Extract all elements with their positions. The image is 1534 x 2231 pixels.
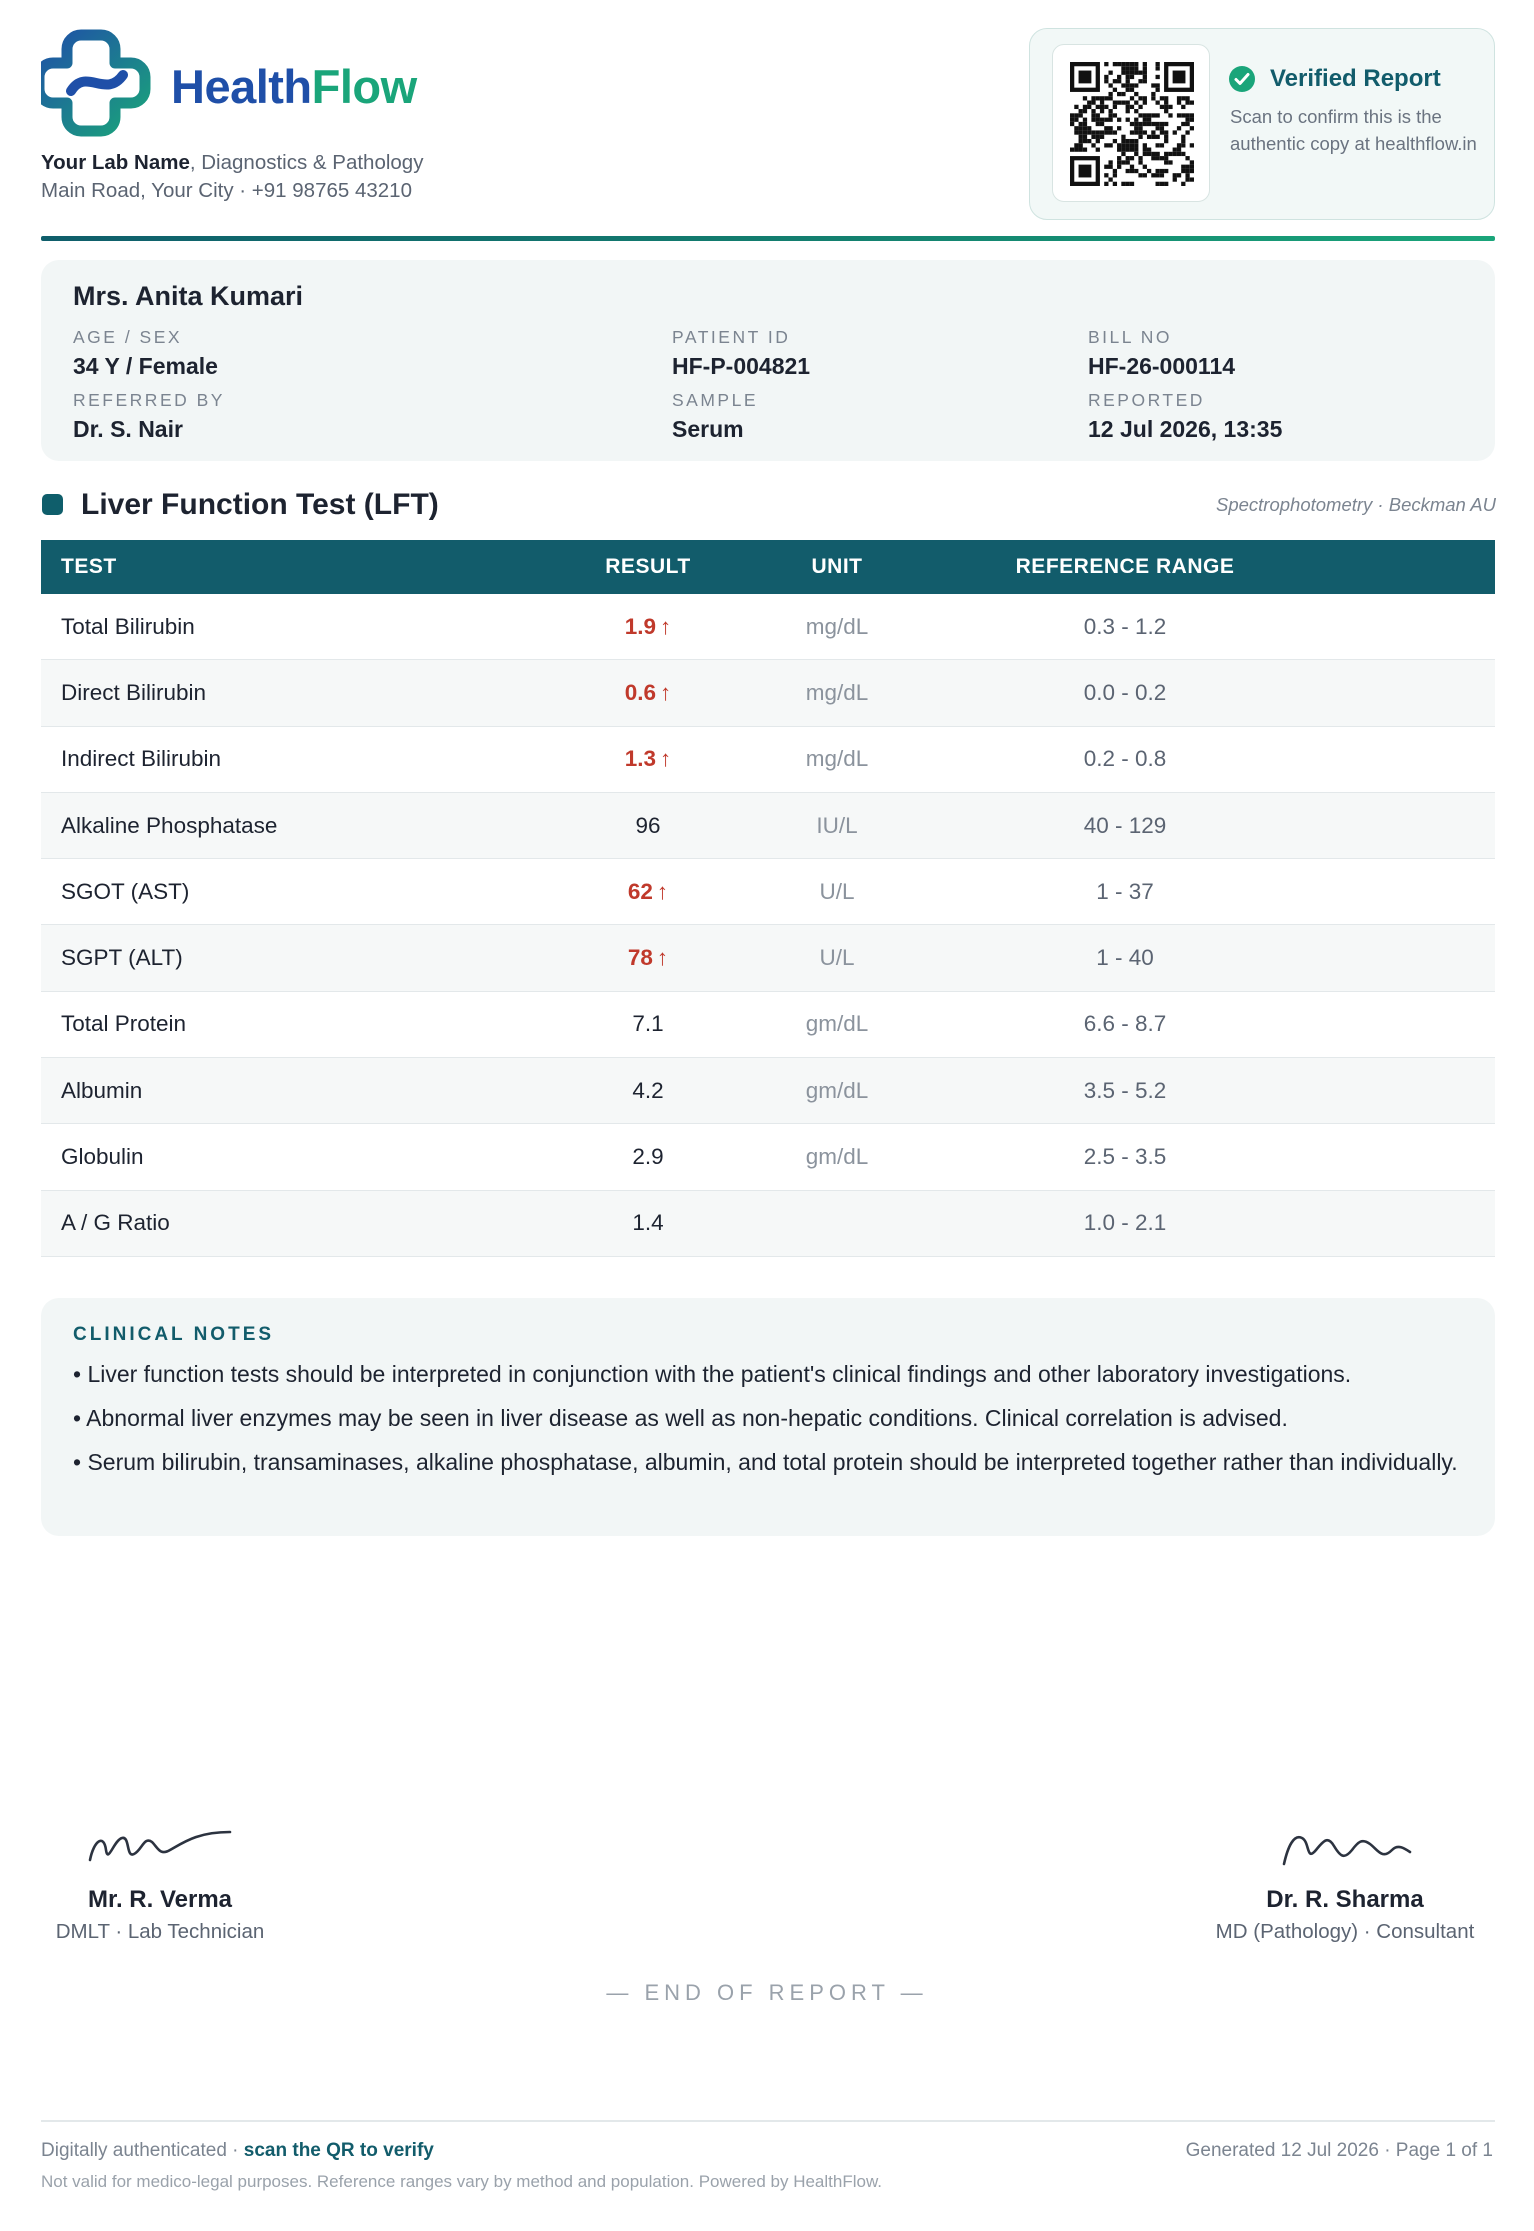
table-row — [41, 1124, 1495, 1190]
high-flag-icon: ↑ — [660, 746, 672, 772]
table-row — [41, 594, 1495, 660]
test-name: Direct Bilirubin — [61, 679, 207, 705]
signatory-role: MD (Pathology) · Consultant — [1215, 1920, 1475, 1943]
table-header — [41, 540, 1495, 594]
test-name: SGOT (AST) — [61, 878, 190, 904]
table-row — [41, 793, 1495, 859]
sample-value: Serum — [672, 416, 744, 442]
signature-block-consultant — [1190, 1820, 1500, 1944]
high-flag-icon: ↑ — [660, 679, 672, 705]
table-row — [41, 992, 1495, 1058]
test-unit: gm/dL — [805, 1077, 869, 1103]
signatory-name: Mr. R. Verma — [87, 1886, 233, 1913]
verify-link[interactable]: scan the QR to verify — [243, 2140, 434, 2161]
signature-block-technician — [40, 1820, 280, 1944]
result-value: 78 — [627, 945, 653, 971]
handwritten-signature-icon — [80, 1820, 240, 1870]
result-value: 96 — [635, 812, 661, 838]
lab-address: Main Road, Your City · +91 98765 43210 — [41, 179, 412, 202]
table-row — [41, 925, 1495, 991]
test-name: A / G Ratio — [61, 1210, 170, 1236]
high-flag-icon: ↑ — [656, 878, 669, 904]
patient-id-value: HF-P-004821 — [672, 353, 811, 379]
section-title: Liver Function Test (LFT) — [81, 488, 439, 521]
healthflow-logo-icon — [41, 27, 153, 139]
table-row — [41, 660, 1495, 726]
test-unit: U/L — [819, 878, 855, 904]
reference-range: 40 - 129 — [1083, 812, 1167, 838]
high-flag-icon: ↑ — [656, 945, 669, 971]
test-result — [567, 1210, 729, 1236]
table-row — [41, 859, 1495, 925]
results-table — [41, 540, 1495, 1257]
footer-divider — [41, 2120, 1495, 2122]
age-sex-label: AGE / SEX — [73, 327, 183, 347]
test-result — [567, 1078, 729, 1104]
verify-text: Scan to confirm this is the authentic copy at healthflow.in — [1230, 106, 1477, 154]
report-header — [41, 27, 1495, 232]
reference-range: 0.2 - 0.8 — [1083, 746, 1167, 772]
test-name: SGPT (ALT) — [61, 945, 183, 971]
test-unit: mg/dL — [805, 613, 869, 639]
test-unit: mg/dL — [805, 679, 869, 705]
reference-range: 6.6 - 8.7 — [1083, 1011, 1167, 1037]
patient-name: Mrs. Anita Kumari — [73, 281, 304, 311]
test-result — [567, 680, 729, 706]
test-unit: IU/L — [816, 812, 858, 838]
result-value: 62 — [627, 878, 653, 904]
header-result: RESULT — [605, 555, 691, 578]
test-name: Albumin — [61, 1077, 143, 1103]
result-value: 1.9 — [624, 613, 657, 639]
test-name: Indirect Bilirubin — [61, 746, 222, 772]
reported-label: REPORTED — [1088, 390, 1205, 410]
test-result — [567, 879, 729, 905]
bill-no-label: BILL NO — [1088, 327, 1172, 347]
verification-box — [1029, 28, 1495, 220]
test-name: Alkaline Phosphatase — [61, 812, 278, 838]
table-row — [41, 1191, 1495, 1257]
reference-range: 1 - 37 — [1096, 878, 1154, 904]
note-item: • Serum bilirubin, transaminases, alkaline phosphatase, albumin, and total protein should be interpreted together rather than individually. — [73, 1449, 1458, 1475]
header-unit: UNIT — [811, 555, 863, 578]
test-unit: gm/dL — [805, 1011, 869, 1037]
referred-by-value: Dr. S. Nair — [73, 416, 183, 442]
reference-range: 1 - 40 — [1096, 945, 1154, 971]
test-result — [567, 614, 729, 640]
qr-code-icon — [1070, 62, 1194, 186]
verified-title: Verified Report — [1270, 65, 1441, 92]
reported-value: 12 Jul 2026, 13:35 — [1088, 416, 1283, 442]
table-row — [41, 1058, 1495, 1124]
result-value: 0.6 — [624, 679, 657, 705]
lab-name-line: Your Lab Name, Diagnostics & Pathology — [41, 151, 424, 174]
reference-range: 0.3 - 1.2 — [1083, 613, 1167, 639]
high-flag-icon: ↑ — [660, 613, 672, 639]
reference-range: 2.5 - 3.5 — [1083, 1144, 1167, 1170]
result-value: 1.4 — [632, 1210, 664, 1236]
test-result — [567, 746, 729, 772]
table-body — [41, 594, 1495, 1257]
test-result — [567, 1011, 729, 1037]
test-name: Total Protein — [61, 1011, 187, 1037]
result-value: 7.1 — [632, 1011, 664, 1037]
check-circle-icon — [1228, 65, 1256, 93]
test-unit: U/L — [819, 945, 855, 971]
result-value: 2.9 — [632, 1144, 664, 1170]
test-result — [567, 813, 729, 839]
signatory-name: Dr. R. Sharma — [1266, 1886, 1424, 1913]
patient-id-label: PATIENT ID — [672, 327, 791, 347]
test-unit: mg/dL — [805, 746, 869, 772]
reference-range: 1.0 - 2.1 — [1083, 1210, 1167, 1236]
table-row — [41, 727, 1495, 793]
test-name: Total Bilirubin — [61, 613, 195, 639]
reference-range: 3.5 - 5.2 — [1083, 1077, 1167, 1103]
signatory-role: DMLT · Lab Technician — [55, 1920, 265, 1943]
footer-disclaimer: Not valid for medico-legal purposes. Reference ranges vary by method and population. Powered by HealthFlow. — [41, 2172, 883, 2191]
test-name: Globulin — [61, 1144, 144, 1170]
header-reference-range: REFERENCE RANGE — [1015, 555, 1235, 578]
test-result — [567, 945, 729, 971]
bill-no-value: HF-26-000114 — [1088, 353, 1236, 379]
referred-by-label: REFERRED BY — [73, 390, 225, 410]
result-value: 4.2 — [632, 1077, 664, 1103]
section-marker-icon — [42, 494, 63, 515]
end-of-report: — END OF REPORT — — [606, 1980, 928, 2005]
sample-label: SAMPLE — [672, 390, 758, 410]
header-divider — [41, 236, 1495, 241]
reference-range: 0.0 - 0.2 — [1083, 679, 1167, 705]
note-item: • Liver function tests should be interpreted in conjunction with the patient's clinical findings and other laboratory investigations. — [73, 1361, 1352, 1387]
qr-code[interactable] — [1052, 44, 1210, 202]
note-item: • Abnormal liver enzymes may be seen in liver disease as well as non-hepatic conditions. Clinical correlation is advised. — [73, 1405, 1288, 1431]
section-method: Spectrophotometry · Beckman AU — [1215, 494, 1496, 515]
handwritten-signature-icon — [1270, 1820, 1420, 1870]
patient-card — [41, 260, 1495, 461]
notes-title: CLINICAL NOTES — [73, 1324, 275, 1345]
result-value: 1.3 — [624, 746, 657, 772]
header-test: TEST — [61, 555, 117, 578]
test-unit: gm/dL — [805, 1144, 869, 1170]
footer-auth: Digitally authenticated · scan the QR to verify — [41, 2140, 434, 2161]
age-sex-value: 34 Y / Female — [73, 353, 218, 379]
brand-name: HealthFlow — [171, 60, 417, 113]
clinical-notes — [41, 1298, 1495, 1536]
test-result — [567, 1144, 729, 1170]
footer-generated: Generated 12 Jul 2026 · Page 1 of 1 — [1185, 2140, 1493, 2161]
